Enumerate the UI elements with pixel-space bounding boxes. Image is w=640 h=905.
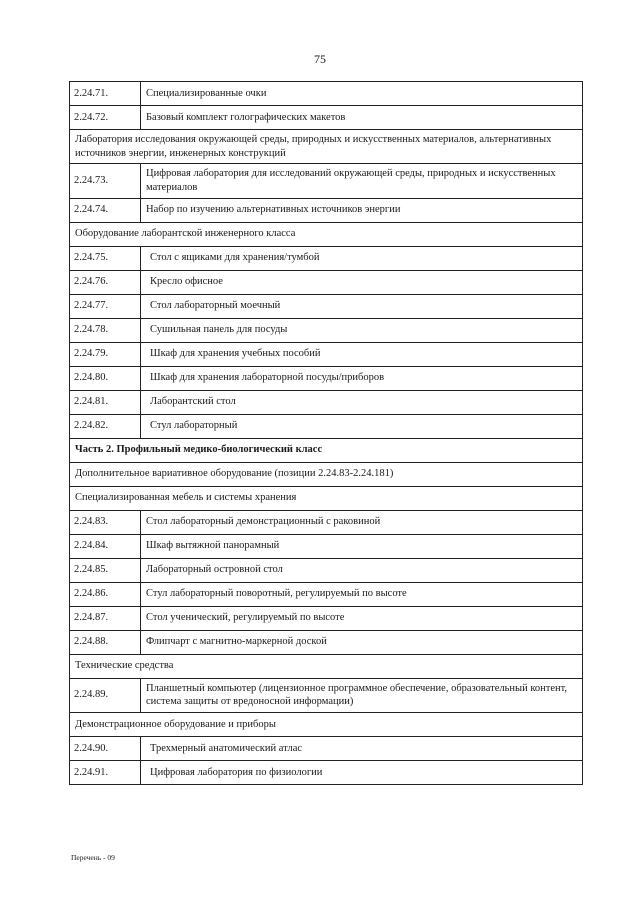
item-description: Стул лабораторный поворотный, регулируемый по высоте [141, 582, 583, 606]
item-code: 2.24.85. [70, 558, 141, 582]
item-code: 2.24.75. [70, 246, 141, 270]
item-row [70, 342, 583, 366]
item-row [70, 678, 583, 712]
item-description: Цифровая лаборатория по физиологии [141, 760, 583, 784]
item-code: 2.24.90. [70, 736, 141, 760]
item-code: 2.24.87. [70, 606, 141, 630]
item-code: 2.24.71. [70, 82, 141, 106]
item-description: Лабораторный островной стол [141, 558, 583, 582]
item-row [70, 82, 583, 106]
item-row [70, 414, 583, 438]
item-row [70, 534, 583, 558]
item-code: 2.24.77. [70, 294, 141, 318]
item-row [70, 558, 583, 582]
item-row [70, 582, 583, 606]
section-row [70, 130, 583, 164]
item-description: Стол лабораторный моечный [141, 294, 583, 318]
item-description: Стол ученический, регулируемый по высоте [141, 606, 583, 630]
item-description: Шкаф для хранения учебных пособий [141, 342, 583, 366]
item-row [70, 318, 583, 342]
section-title: Демонстрационное оборудование и приборы [70, 712, 583, 736]
section-title: Лаборатория исследования окружающей среды, природных и искусственных материалов, альтернативных источников энергии, инженерных конструкций [70, 130, 583, 164]
item-description: Лаборантский стол [141, 390, 583, 414]
item-code: 2.24.81. [70, 390, 141, 414]
item-description: Флипчарт с магнитно-маркерной доской [141, 630, 583, 654]
section-title: Специализированная мебель и системы хранения [70, 486, 583, 510]
item-description: Шкаф для хранения лабораторной посуды/приборов [141, 366, 583, 390]
item-description: Сушильная панель для посуды [141, 318, 583, 342]
item-description: Кресло офисное [141, 270, 583, 294]
footer-note: Перечень - 09 [71, 853, 115, 862]
item-row [70, 294, 583, 318]
item-code: 2.24.86. [70, 582, 141, 606]
item-description: Специализированные очки [141, 82, 583, 106]
item-code: 2.24.74. [70, 198, 141, 222]
item-code: 2.24.82. [70, 414, 141, 438]
item-code: 2.24.72. [70, 106, 141, 130]
item-description: Стол лабораторный демонстрационный с раковиной [141, 510, 583, 534]
item-description: Шкаф вытяжной панорамный [141, 534, 583, 558]
section-row [70, 462, 583, 486]
item-description: Набор по изучению альтернативных источников энергии [141, 198, 583, 222]
item-row [70, 164, 583, 198]
item-description: Планшетный компьютер (лицензионное программное обеспечение, образовательный контент, система защиты от вредоносной информации) [141, 678, 583, 712]
section-row [70, 654, 583, 678]
item-code: 2.24.80. [70, 366, 141, 390]
item-row [70, 760, 583, 784]
item-row [70, 198, 583, 222]
item-code: 2.24.83. [70, 510, 141, 534]
item-code: 2.24.73. [70, 164, 141, 198]
section-title: Технические средства [70, 654, 583, 678]
item-row [70, 606, 583, 630]
section-row [70, 486, 583, 510]
section-row [70, 222, 583, 246]
section-title: Часть 2. Профильный медико-биологический класс [70, 438, 583, 462]
item-code: 2.24.84. [70, 534, 141, 558]
item-row [70, 270, 583, 294]
section-row [70, 712, 583, 736]
item-code: 2.24.79. [70, 342, 141, 366]
item-description: Стол с ящиками для хранения/тумбой [141, 246, 583, 270]
item-row [70, 366, 583, 390]
section-title: Оборудование лаборантской инженерного класса [70, 222, 583, 246]
item-row [70, 510, 583, 534]
item-row [70, 246, 583, 270]
item-description: Стул лабораторный [141, 414, 583, 438]
item-row [70, 106, 583, 130]
item-code: 2.24.88. [70, 630, 141, 654]
item-code: 2.24.89. [70, 678, 141, 712]
section-row [70, 438, 583, 462]
item-code: 2.24.91. [70, 760, 141, 784]
item-row [70, 390, 583, 414]
item-code: 2.24.76. [70, 270, 141, 294]
item-code: 2.24.78. [70, 318, 141, 342]
page-number: 75 [314, 52, 326, 66]
item-row [70, 630, 583, 654]
section-title: Дополнительное вариативное оборудование (позиции 2.24.83-2.24.181) [70, 462, 583, 486]
item-description: Базовый комплект голографических макетов [141, 106, 583, 130]
item-description: Трехмерный анатомический атлас [141, 736, 583, 760]
item-row [70, 736, 583, 760]
equipment-table [69, 81, 583, 785]
item-description: Цифровая лаборатория для исследований окружающей среды, природных и искусственных материалов [141, 164, 583, 198]
equipment-table-body [70, 82, 583, 785]
